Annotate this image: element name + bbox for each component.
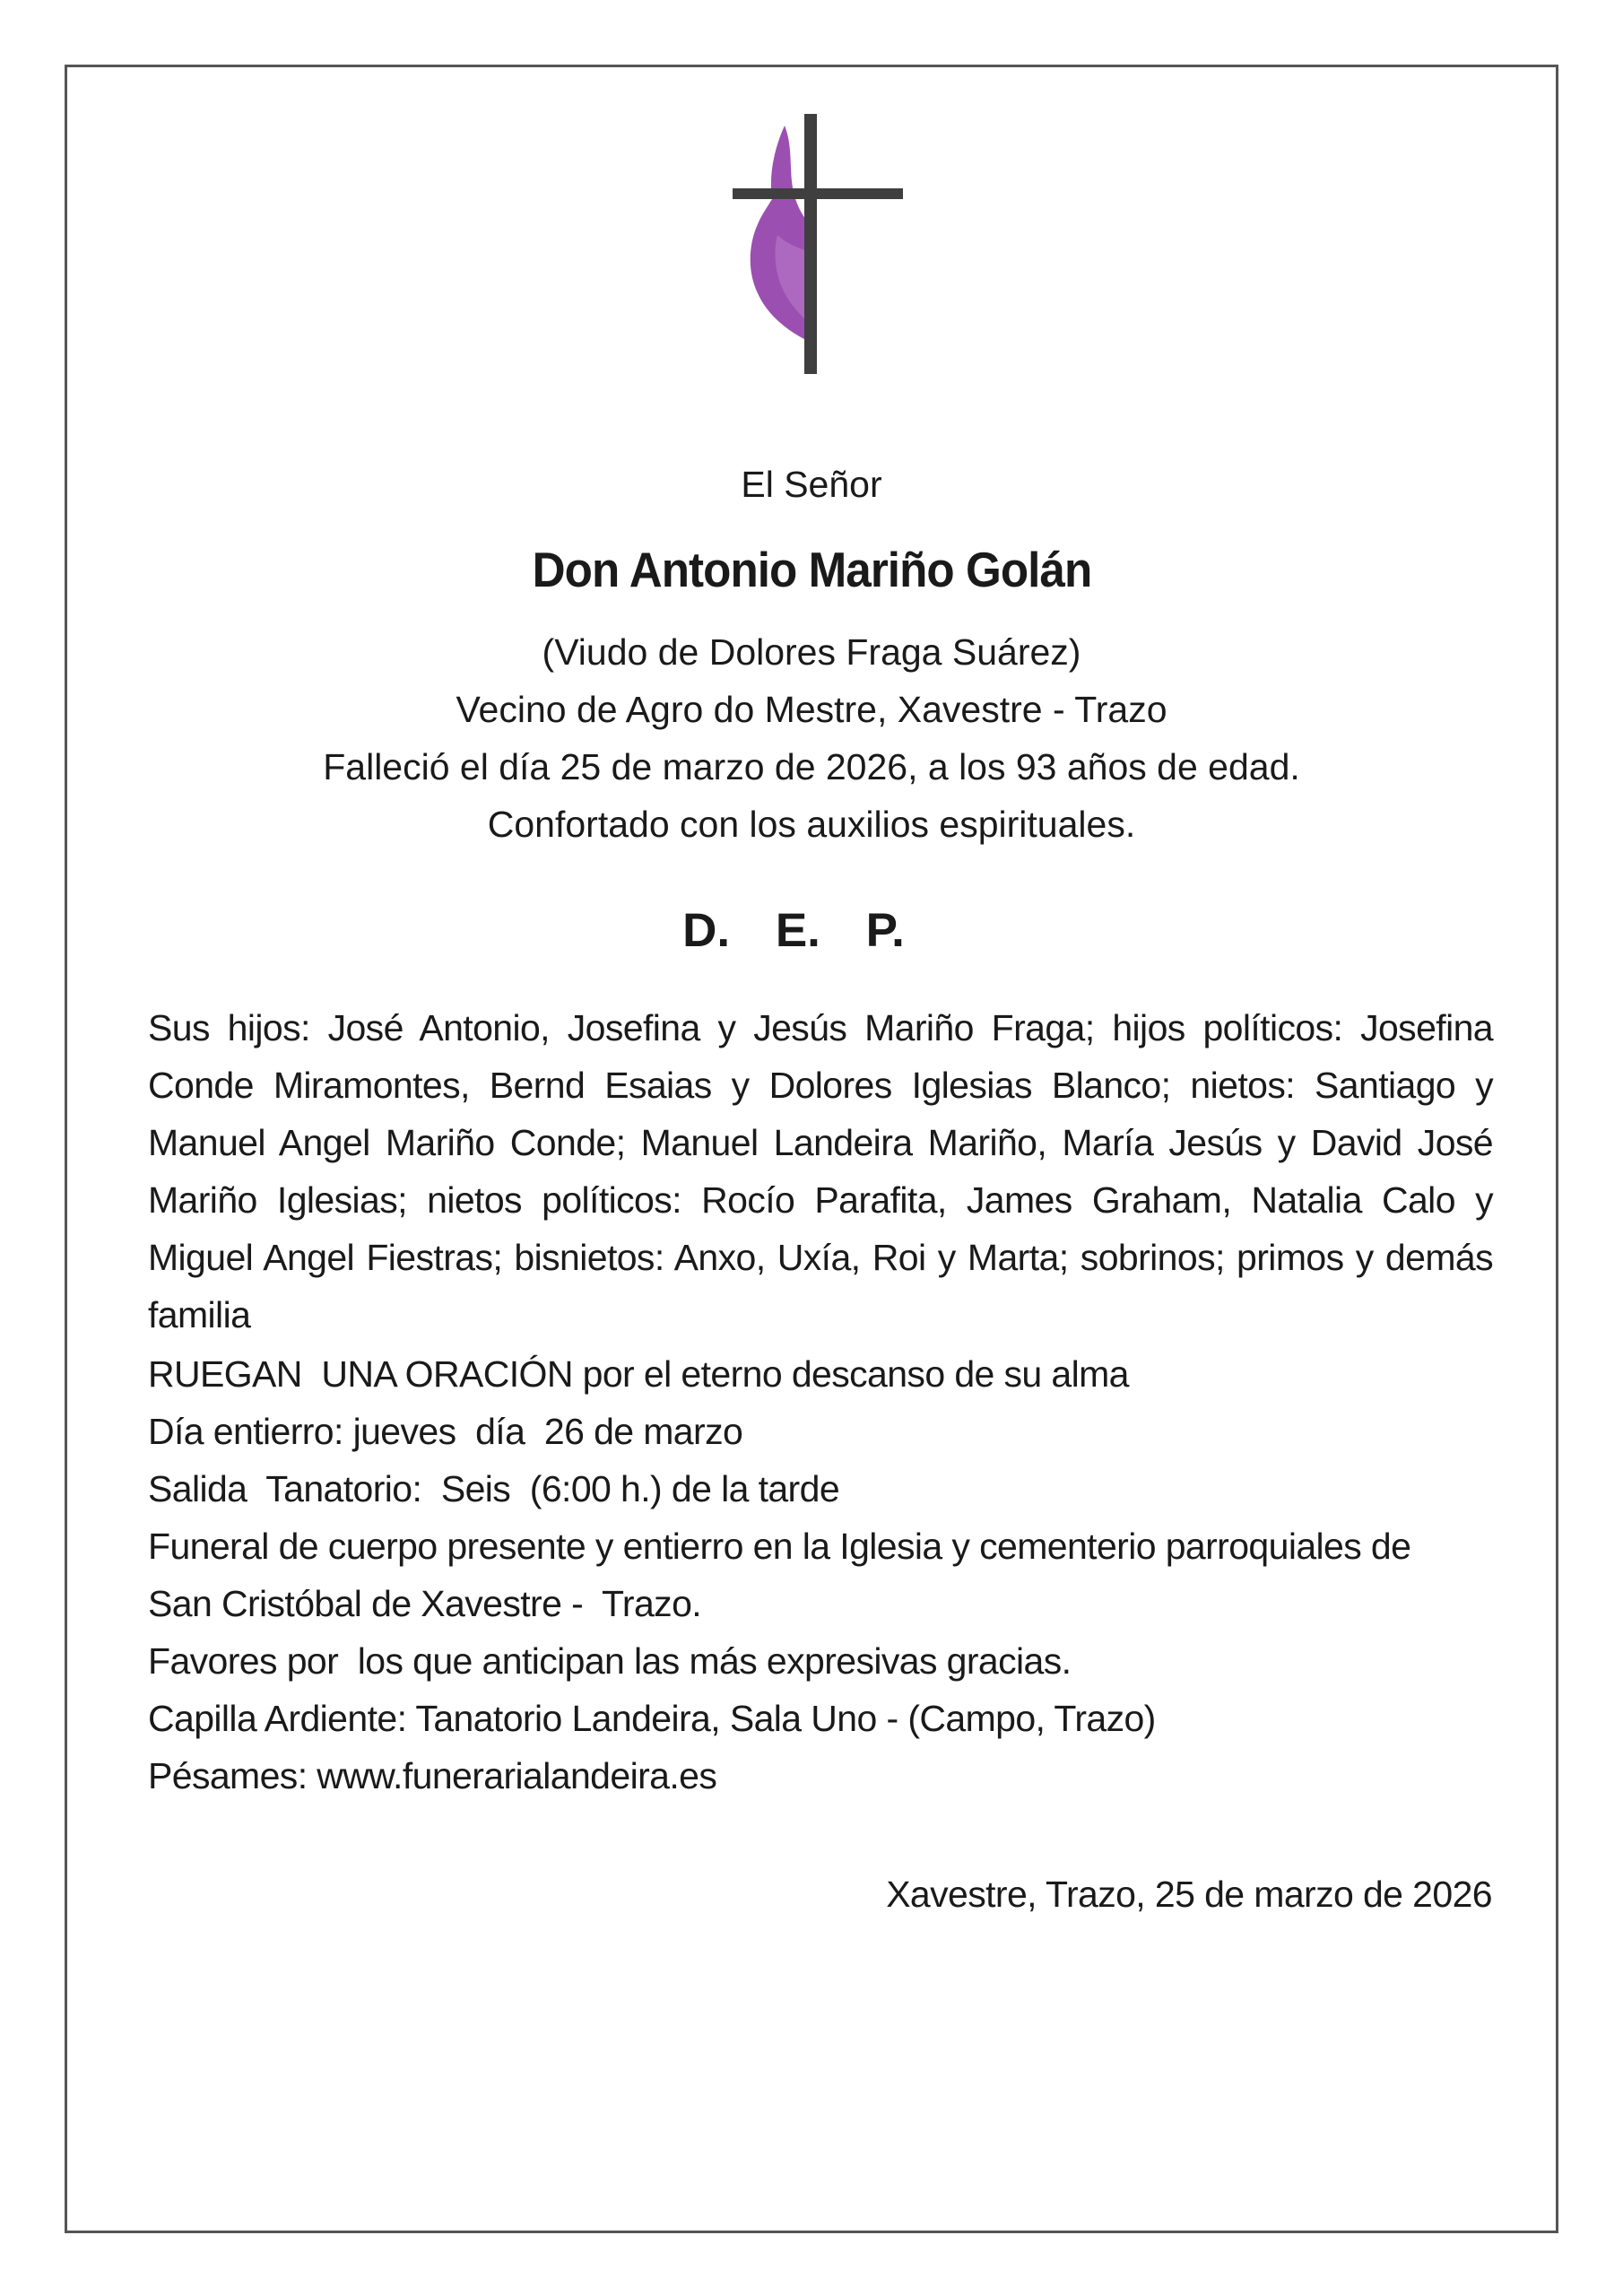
deceased-name: Don Antonio Mariño Golán	[532, 542, 1092, 597]
cross-horizontal	[733, 188, 903, 199]
dep-heading: D. E. P.	[682, 904, 905, 957]
prayer-line: RUEGAN UNA ORACIÓN por el eterno descanso de su alma	[148, 1353, 1129, 1395]
cross-with-flame-icon	[722, 109, 910, 378]
cross-vertical	[804, 114, 817, 374]
thanks-line: Favores por los que anticipan las más expresivas gracias.	[148, 1640, 1072, 1682]
parish-line: San Cristóbal de Xavestre - Trazo.	[148, 1583, 702, 1624]
residence-line: Vecino de Agro do Mestre, Xavestre - Trazo	[456, 689, 1167, 730]
departure-line: Salida Tanatorio: Seis (6:00 h.) de la tarde	[148, 1468, 840, 1509]
condolences-line: Pésames: www.funerarialandeira.es	[148, 1755, 717, 1796]
widow-line: (Viudo de Dolores Fraga Suárez)	[542, 631, 1081, 673]
place-date-signoff: Xavestre, Trazo, 25 de marzo de 2026	[886, 1874, 1492, 1915]
death-date-line: Falleció el día 25 de marzo de 2026, a los 93 años de edad.	[323, 746, 1300, 787]
funeral-info	[148, 1345, 1493, 1805]
chapel-line: Capilla Ardiente: Tanatorio Landeira, Sala Uno - (Campo, Trazo)	[148, 1698, 1156, 1739]
family-paragraph: Sus hijos: José Antonio, Josefina y Jesús Mariño Fraga; hijos políticos: Josefina Conde Miramontes, Bernd Esaias y Dolores Iglesias Blanco; nietos: Santiago y Manuel Angel Mariño Conde; Manuel Landeira Mariño, María Jesús y David José Mariño Iglesias; nietos políticos: Rocío Parafita, James Graham, Natalia Calo y Miguel Angel Fiestras; bisnietos: Anxo, Uxía, Roi y Marta; sobrinos; primos y demás familia	[148, 1007, 1493, 1335]
intro-block	[0, 623, 1623, 853]
funeral-line: Funeral de cuerpo presente y entierro en la Iglesia y cementerio parroquiales de	[148, 1526, 1411, 1567]
comfort-line: Confortado con los auxilios espirituales.	[487, 804, 1136, 845]
title-prefix: El Señor	[741, 464, 882, 505]
burial-day-line: Día entierro: jueves día 26 de marzo	[148, 1411, 743, 1452]
